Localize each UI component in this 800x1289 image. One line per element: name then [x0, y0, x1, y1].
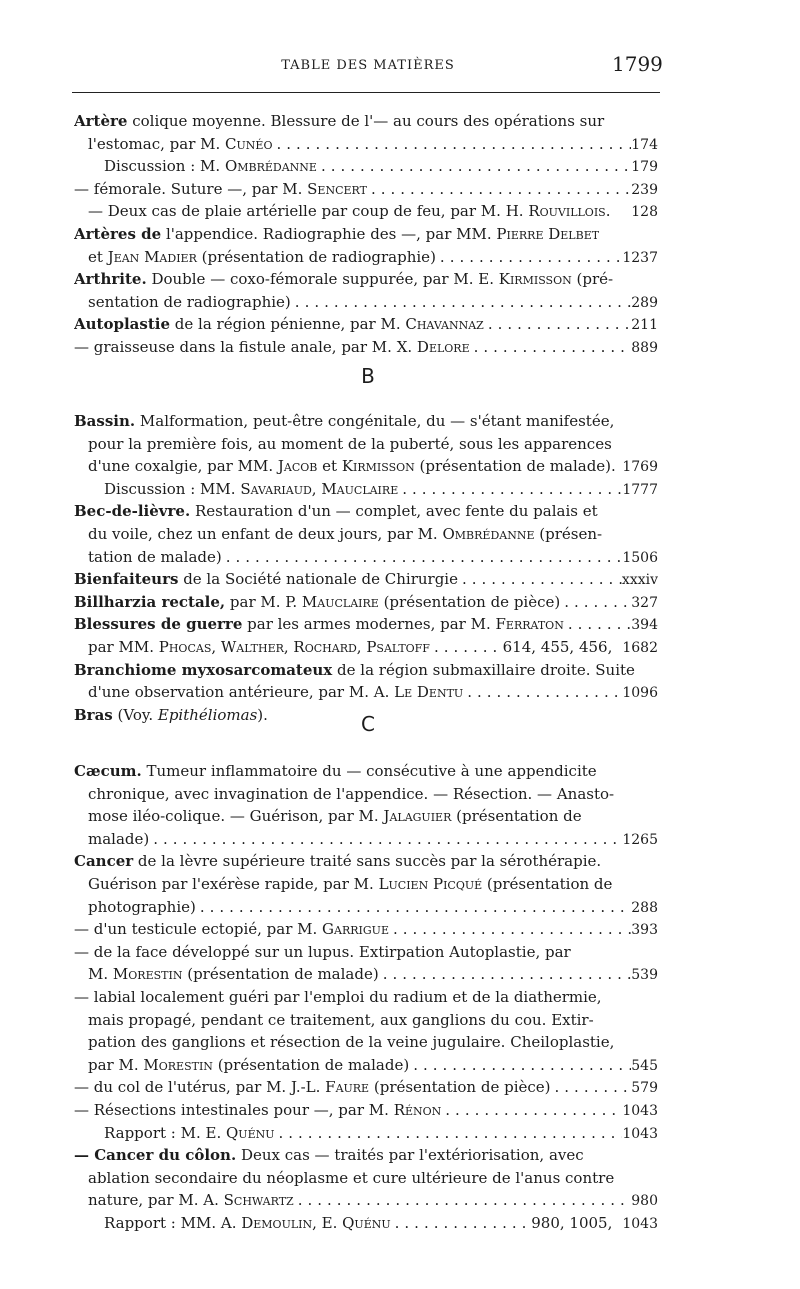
page-ref: 1265: [622, 831, 658, 848]
entry-line: Discussion : MM. Savariaud, Mauclaire ..... 1777: [74, 478, 658, 501]
page-ref: 394: [631, 617, 658, 634]
page-ref: 539: [631, 967, 658, 984]
entry-line: Bras (Voy. Epithéliomas).: [74, 705, 268, 724]
entry-line: M. Morestin (présentation de malade) ..... 539: [74, 963, 658, 986]
entry-line: Billharzia rectale, par M. P. Mauclaire (présentation de pièce) ..... 327: [74, 591, 658, 614]
entry-line: et Jean Madier (présentation de radiographie) ..... 1237: [74, 246, 658, 269]
page-ref: xxxiv: [621, 572, 658, 589]
entry-line: Rapport : MM. A. Demoulin, E. Quénu ..... 980, 1005, 1043: [74, 1212, 658, 1235]
page-ref: 1043: [622, 1102, 658, 1119]
entry-line: par M. Morestin (présentation de malade) ..... 545: [74, 1054, 658, 1077]
entry-line: malade) ..... 1265: [74, 828, 658, 851]
page-ref: 1769: [622, 459, 658, 476]
entry-line: — labial localement guéri par l'emploi du radium et de la diathermie,: [74, 987, 602, 1006]
entry-line: sentation de radiographie) ..... 289: [74, 291, 658, 314]
page-ref: 239: [631, 181, 658, 198]
page-ref: 289: [631, 294, 658, 311]
section-letter-c: C: [361, 712, 375, 736]
entry-line: — graisseuse dans la fistule anale, par M. X. Delore ..... 889: [74, 336, 658, 359]
entry-line: — Cancer du côlon. Deux cas — traités par l'extériorisation, avec: [74, 1146, 584, 1165]
entry-line: — Résections intestinales pour —, par M. Rénon ..... 1043: [74, 1099, 658, 1122]
page-ref: 174: [631, 136, 658, 153]
entry-line: mais propagé, pendant ce traitement, aux ganglions du cou. Extir-: [88, 1010, 594, 1029]
page-ref: 1043: [622, 1215, 658, 1232]
header-rule: [72, 92, 660, 93]
entry-line: Discussion : M. Ombrédanne ..... 179: [74, 155, 658, 178]
page-ref: 1096: [622, 685, 658, 702]
entry-line: photographie) ..... 288: [74, 896, 658, 919]
page-ref: 1506: [622, 549, 658, 566]
entry-line: Guérison par l'exérèse rapide, par M. Lucien Picqué (présentation de: [88, 874, 613, 893]
page-ref: 288: [631, 899, 658, 916]
page-ref: 327: [631, 594, 658, 611]
entry-line: Rapport : M. E. Quénu ..... 1043: [74, 1122, 658, 1145]
entry-line: mose iléo-colique. — Guérison, par M. Jalaguier (présentation de: [88, 807, 582, 826]
entry-line: Arthrite. Double — coxo-fémorale suppurée, par M. E. Kirmisson (pré-: [74, 270, 614, 289]
entry-line: Branchiome myxosarcomateux de la région submaxillaire droite. Suite: [74, 660, 635, 679]
section-b: [74, 410, 658, 726]
page-ref: 1043: [622, 1125, 658, 1142]
entry-line: Cæcum. Tumeur inflammatoire du — consécutive à une appendicite: [74, 762, 597, 780]
entry-line: Artères de l'appendice. Radiographie des —, par MM. Pierre Delbet: [74, 224, 600, 243]
page-ref: 211: [631, 317, 658, 334]
entry-line: — fémorale. Suture —, par M. Sencert ..... 239: [74, 178, 658, 201]
entry-line: — du col de l'utérus, par M. J.-L. Faure (présentation de pièce) ..... 579: [74, 1076, 658, 1099]
page-ref: 579: [631, 1080, 658, 1097]
entry-line: Bassin. Malformation, peut-être congénitale, du — s'étant manifestée,: [74, 412, 615, 430]
entry-line: Bec-de-lièvre. Restauration d'un — complet, avec fente du palais et: [74, 502, 598, 521]
section-letter-b: B: [361, 364, 375, 388]
entry-line: Autoplastie de la région pénienne, par M. Chavannaz ..... 211: [74, 313, 658, 336]
entry-line: pation des ganglions et résection de la veine jugulaire. Cheiloplastie,: [88, 1033, 615, 1052]
entry-line: — de la face développé sur un lupus. Extirpation Autoplastie, par: [74, 942, 571, 961]
entry-line: Artère colique moyenne. Blessure de l'— au cours des opérations sur: [74, 112, 605, 130]
entry-line: nature, par M. A. Schwartz ..... 980: [74, 1189, 658, 1212]
entry-line: ablation secondaire du néoplasme et cure ultérieure de l'anus contre: [88, 1168, 615, 1187]
page-number: 1799: [612, 52, 663, 76]
page-ref: 1237: [622, 249, 658, 266]
page-ref: 1682: [622, 639, 658, 656]
section-c: [74, 760, 658, 1234]
entry-line: — Deux cas de plaie artérielle par coup de feu, par M. H. Rouvillois. 128: [74, 200, 658, 223]
page-ref: 889: [631, 339, 658, 356]
page-ref: 1777: [622, 481, 658, 498]
page-ref: 179: [631, 159, 658, 176]
page-ref: 545: [631, 1057, 658, 1074]
entry-line: Cancer de la lèvre supérieure traité sans succès par la sérothérapie.: [74, 852, 602, 871]
page-ref: 128: [631, 204, 658, 221]
entry-line: du voile, chez un enfant de deux jours, par M. Ombrédanne (présen-: [88, 524, 603, 543]
page-ref: 393: [631, 922, 658, 939]
entry-line: l'estomac, par M. Cunéo ..... 174: [74, 133, 658, 156]
entry-line: d'une observation antérieure, par M. A. Le Dentu ..... 1096: [74, 681, 658, 704]
entry-line: Blessures de guerre par les armes modernes, par M. Ferraton ..... 394: [74, 613, 658, 636]
entry-line: — d'un testicule ectopié, par M. Garrigue ..... 393: [74, 918, 658, 941]
entry-line: pour la première fois, au moment de la puberté, sous les apparences: [88, 434, 612, 453]
entry-line: tation de malade) ..... 1506: [74, 546, 658, 569]
section-a: [74, 110, 658, 359]
running-header-title: TABLE DES MATIÈRES: [281, 58, 455, 73]
entry-line: d'une coxalgie, par MM. Jacob et Kirmisson (présentation de malade). 1769: [74, 455, 658, 478]
entry-line: chronique, avec invagination de l'appendice. — Résection. — Anasto-: [88, 784, 615, 803]
entry-line: par MM. Phocas, Walther, Rochard, Psaltoff ..... 614, 455, 456, 1682: [74, 636, 658, 659]
page-ref: 980: [631, 1193, 658, 1210]
entry-line: Bienfaiteurs de la Société nationale de Chirurgie ..... xxxiv: [74, 568, 658, 591]
